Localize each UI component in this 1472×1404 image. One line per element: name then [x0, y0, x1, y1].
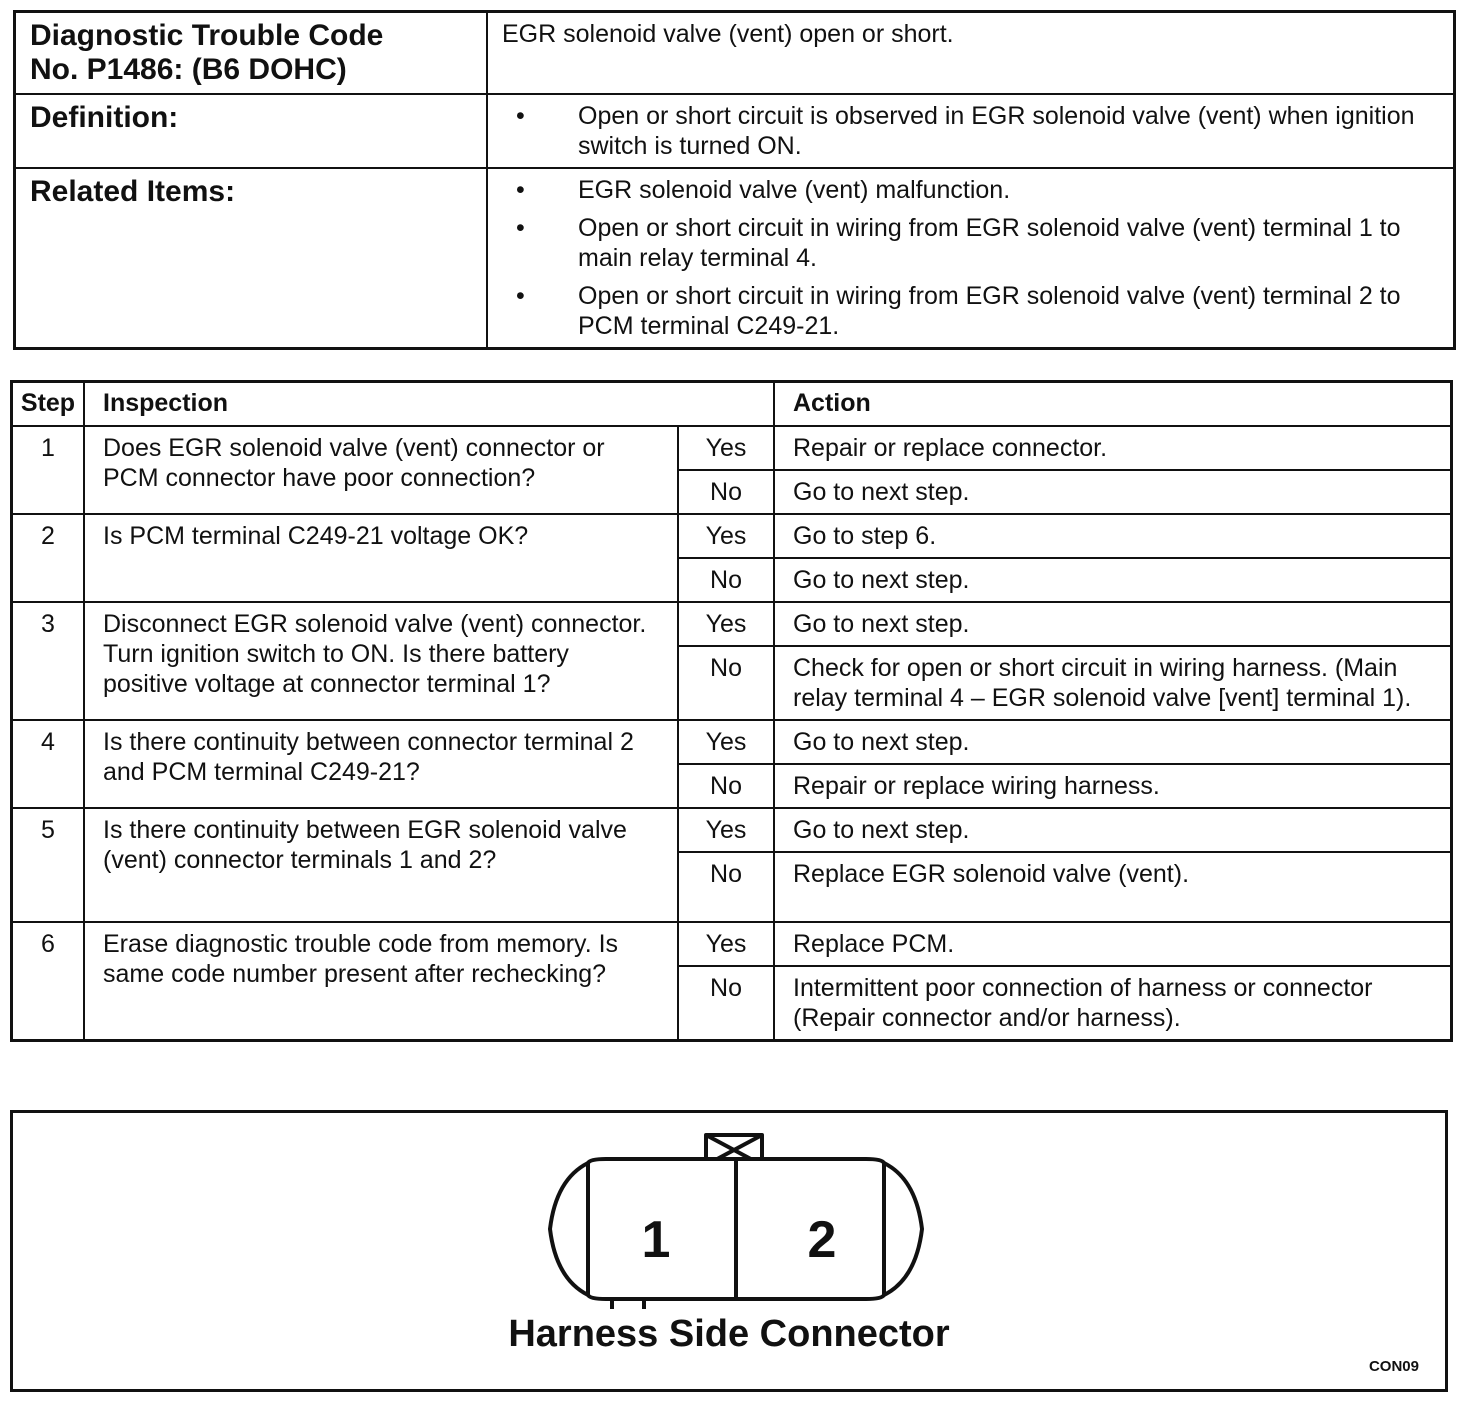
- step-number: 3: [12, 602, 85, 720]
- related-item: • Open or short circuit in wiring from EGR solenoid valve (vent) terminal 2 to PCM terminal C249-21.: [502, 281, 1439, 341]
- related-item: • Open or short circuit in wiring from EGR solenoid valve (vent) terminal 1 to main relay terminal 4.: [502, 213, 1439, 273]
- yes-action: Go to step 6.: [774, 514, 1452, 558]
- step-inspection: Disconnect EGR solenoid valve (vent) connector. Turn ignition switch to ON. Is there battery positive voltage at connector terminal 1?: [84, 602, 678, 720]
- related-list: [502, 175, 1439, 341]
- definition-list: [502, 101, 1439, 161]
- connector-diagram-box: [10, 1110, 1448, 1392]
- yes-action: Replace PCM.: [774, 922, 1452, 966]
- step-number: 2: [12, 514, 85, 602]
- definition-label: Definition:: [15, 94, 488, 168]
- header-action: Action: [774, 382, 1452, 427]
- no-label: No: [678, 764, 774, 808]
- table-row: [12, 922, 1452, 966]
- dtc-description: EGR solenoid valve (vent) open or short.: [487, 12, 1455, 95]
- table-row: [12, 808, 1452, 852]
- yes-action: Repair or replace connector.: [774, 426, 1452, 470]
- connector-right-cap: [884, 1163, 922, 1295]
- no-label: No: [678, 470, 774, 514]
- no-action: Intermittent poor connection of harness or connector (Repair connector and/or harness).: [774, 966, 1452, 1041]
- step-number: 1: [12, 426, 85, 514]
- dtc-label-cell: [15, 12, 488, 95]
- dtc-label-line1: Diagnostic Trouble Code: [30, 19, 384, 52]
- definition-cell: [487, 94, 1455, 168]
- no-action: Go to next step.: [774, 470, 1452, 514]
- table-row: [12, 426, 1452, 470]
- dtc-label-line2: No. P1486: (B6 DOHC): [30, 53, 347, 86]
- step-inspection: Does EGR solenoid valve (vent) connector or PCM connector have poor connection?: [84, 426, 678, 514]
- table-row: [12, 602, 1452, 646]
- no-action: Repair or replace wiring harness.: [774, 764, 1452, 808]
- no-label: No: [678, 852, 774, 922]
- no-action: Replace EGR solenoid valve (vent).: [774, 852, 1452, 922]
- no-label: No: [678, 646, 774, 720]
- no-label: No: [678, 966, 774, 1041]
- step-number: 4: [12, 720, 85, 808]
- definition-row: [15, 94, 1455, 168]
- step-inspection: Is PCM terminal C249-21 voltage OK?: [84, 514, 678, 602]
- pin-2-label: 2: [807, 1211, 837, 1269]
- yes-label: Yes: [678, 922, 774, 966]
- related-label: Related Items:: [15, 168, 488, 349]
- connector-diagram: [546, 1129, 926, 1309]
- table-row: [12, 514, 1452, 558]
- yes-action: Go to next step.: [774, 602, 1452, 646]
- related-row: [15, 168, 1455, 349]
- yes-action: Go to next step.: [774, 720, 1452, 764]
- yes-label: Yes: [678, 808, 774, 852]
- connector-left-cap: [550, 1163, 588, 1295]
- yes-action: Go to next step.: [774, 808, 1452, 852]
- definition-item: • Open or short circuit is observed in EGR solenoid valve (vent) when ignition switch is turned ON.: [502, 101, 1439, 161]
- table-row: [12, 720, 1452, 764]
- step-inspection: Erase diagnostic trouble code from memory. Is same code number present after rechecking?: [84, 922, 678, 1041]
- dtc-info-table: [13, 10, 1456, 350]
- related-cell: [487, 168, 1455, 349]
- pin-1-label: 1: [641, 1211, 671, 1269]
- inspection-steps-table: [10, 380, 1453, 1042]
- step-inspection: Is there continuity between EGR solenoid valve (vent) connector terminals 1 and 2?: [84, 808, 678, 922]
- figure-code: CON09: [1368, 1358, 1419, 1375]
- yes-label: Yes: [678, 514, 774, 558]
- step-number: 5: [12, 808, 85, 922]
- no-action: Check for open or short circuit in wiring harness. (Main relay terminal 4 – EGR solenoid valve [vent] terminal 1).: [774, 646, 1452, 720]
- header-inspection: Inspection: [84, 382, 774, 427]
- yes-label: Yes: [678, 426, 774, 470]
- header-step: Step: [12, 382, 85, 427]
- no-action: Go to next step.: [774, 558, 1452, 602]
- step-number: 6: [12, 922, 85, 1041]
- connector-caption: Harness Side Connector: [508, 1313, 950, 1355]
- table-header-row: [12, 382, 1452, 427]
- dtc-row: [15, 12, 1455, 95]
- yes-label: Yes: [678, 602, 774, 646]
- no-label: No: [678, 558, 774, 602]
- step-inspection: Is there continuity between connector terminal 2 and PCM terminal C249-21?: [84, 720, 678, 808]
- related-item: • EGR solenoid valve (vent) malfunction.: [502, 175, 1439, 205]
- yes-label: Yes: [678, 720, 774, 764]
